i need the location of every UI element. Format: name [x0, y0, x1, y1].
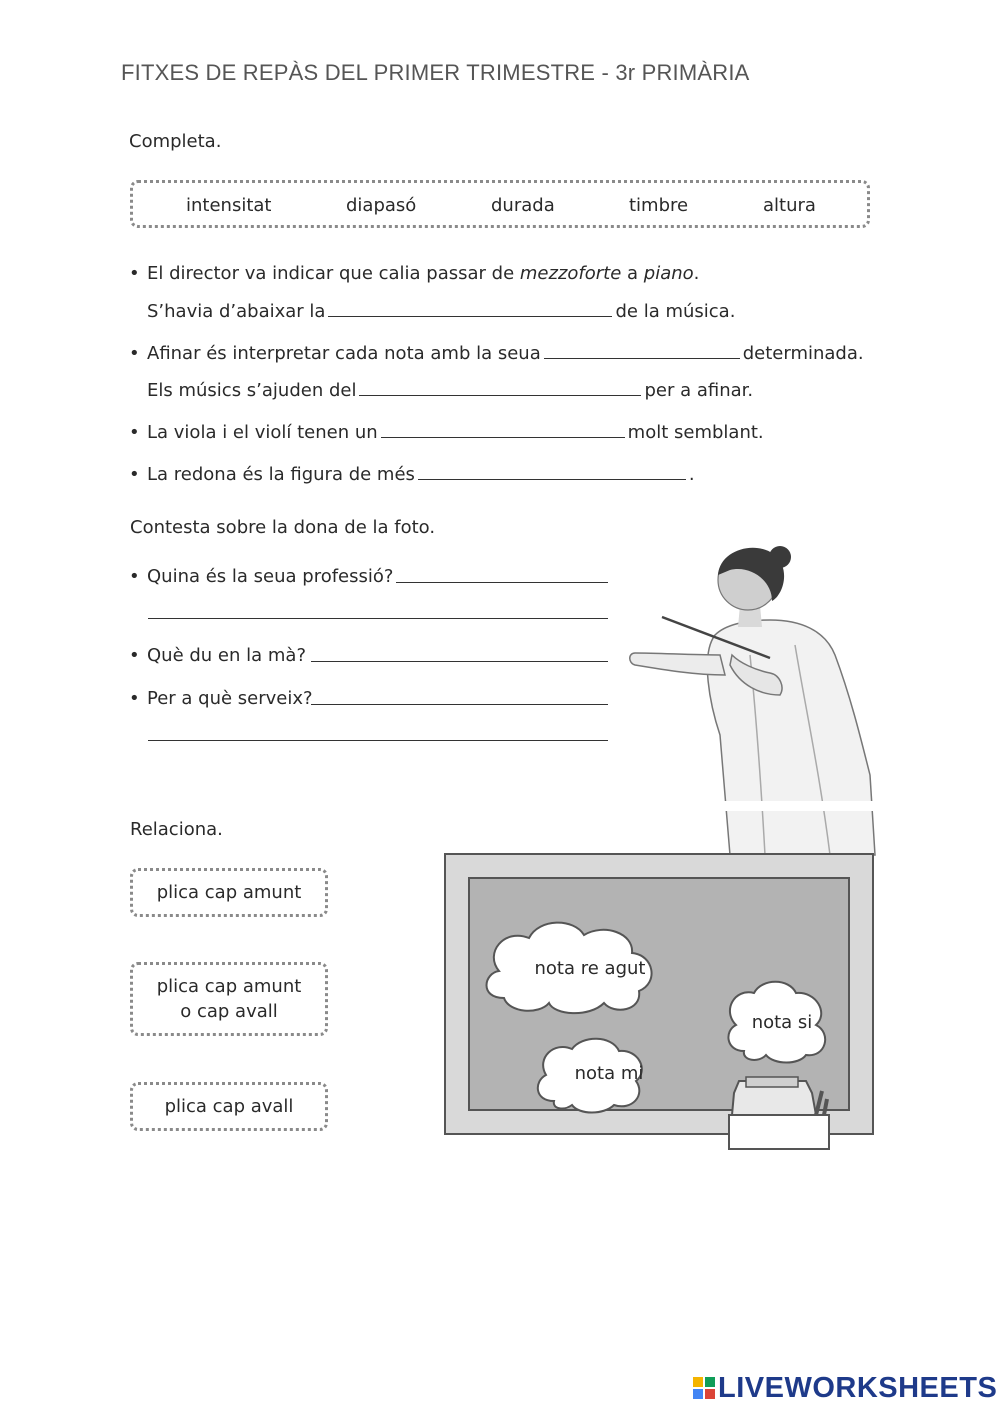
cloud-label: nota si [751, 1012, 813, 1033]
completa-item-2-line-2: Els músics s’ajuden del per a afinar. [147, 380, 754, 401]
answer-blank-timbre[interactable] [381, 421, 625, 438]
completa-item-2: • Afinar és interpretar cada nota amb la seua determinada. [129, 343, 864, 364]
match-item-plica-cap-amunt-o-avall[interactable]: plica cap amunt o cap avall [130, 962, 328, 1036]
page-title: FITXES DE REPÀS DEL PRIMER TRIMESTRE - 3r PRIMÀRIA [121, 60, 750, 85]
answer-blank-diapason[interactable] [359, 379, 641, 396]
question-3: • Per a què serveix? [129, 688, 313, 709]
cloud-nota-re-agut[interactable] [487, 923, 652, 1014]
cloud-nota-mi[interactable] [538, 1039, 644, 1113]
answer-blank-durada[interactable] [418, 463, 686, 480]
liveworksheets-logo: LIVEWORKSHEETS [693, 1372, 997, 1405]
question-2: • Què du en la mà? [129, 645, 307, 666]
match-item-plica-cap-amunt[interactable]: plica cap amunt [130, 868, 328, 917]
completa-item-1-line-2: S’havia d’abaixar la de la música. [147, 301, 736, 322]
completa-item-4: • La redona és la figura de més . [129, 464, 695, 485]
question-1: • Quina és la seua professió? [129, 566, 394, 587]
liveworksheets-logo-icon [693, 1377, 715, 1399]
section-title-relaciona: Relaciona. [130, 819, 223, 840]
completa-item-1: • El director va indicar que calia passar de mezzoforte a piano. [129, 263, 700, 284]
word-bank-item: altura [763, 195, 816, 216]
answer-line-purpose-1[interactable] [311, 704, 608, 705]
completa-item-3: • La viola i el violí tenen un molt semblant. [129, 422, 764, 443]
section-title-completa: Completa. [129, 131, 222, 152]
conductor-woman-photo [620, 535, 880, 860]
word-bank-item: durada [491, 195, 555, 216]
answer-line-purpose-2[interactable] [148, 740, 608, 741]
answer-blank-altura[interactable] [544, 342, 740, 359]
cloud-nota-si[interactable] [728, 982, 825, 1063]
word-bank-item: timbre [629, 195, 689, 216]
section-title-contesta: Contesta sobre la dona de la foto. [130, 517, 436, 538]
word-bank-item: diapasó [346, 195, 417, 216]
cloud-label: nota mi [574, 1063, 644, 1084]
answer-blank-intensitat[interactable] [328, 300, 612, 317]
answer-line-profession-1[interactable] [396, 582, 608, 583]
answer-line-profession-2[interactable] [148, 618, 608, 619]
chalk-box-icon [729, 1077, 829, 1149]
blackboard-clouds [444, 853, 874, 1153]
cloud-label: nota re agut [534, 958, 646, 979]
word-bank-item: intensitat [186, 195, 272, 216]
answer-line-hand[interactable] [311, 661, 608, 662]
word-bank [130, 180, 870, 228]
match-item-plica-cap-avall[interactable]: plica cap avall [130, 1082, 328, 1131]
